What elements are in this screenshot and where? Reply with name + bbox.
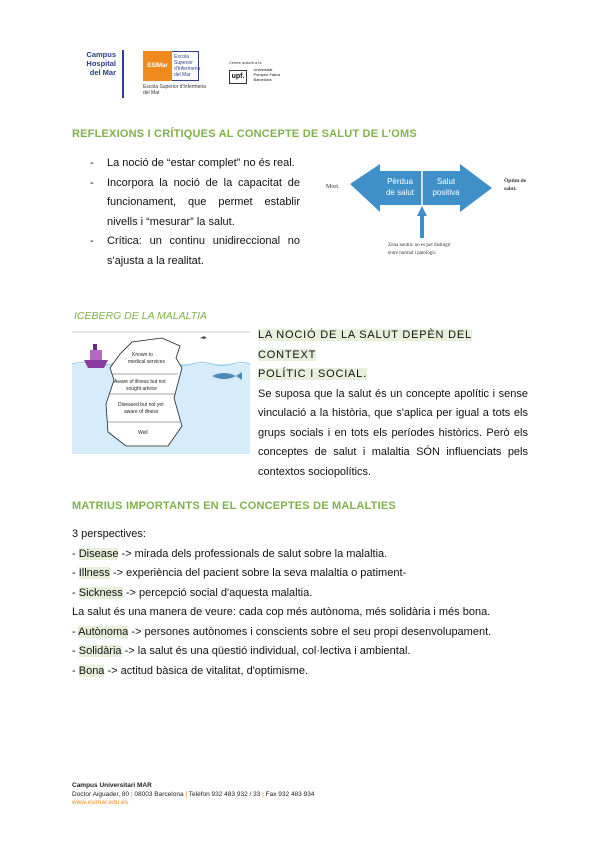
section3-title: MATRIUS IMPORTANTS EN EL CONCEPTES DE MALALTIES xyxy=(72,500,396,512)
arrow-left-label: Pèrdua xyxy=(387,177,413,186)
list-item: - Sickness -> percepció social d'aquesta malaltia. xyxy=(72,586,313,599)
context-heading-line: POLÍTIC I SOCIAL. xyxy=(258,368,367,380)
list-item: - Solidària -> la salut és una qüestió individual, col·lectiva i ambiental. xyxy=(72,645,411,657)
health-continuum-diagram xyxy=(322,160,532,264)
campus-logo-line: Campus xyxy=(86,50,116,59)
esimar-logo xyxy=(143,51,201,81)
illness-iceberg-image xyxy=(72,328,252,454)
term-definition: -> actitud bàsica de vitalitat, d'optimisme. xyxy=(104,664,308,677)
term-highlight: Autònoma xyxy=(78,625,129,638)
diagram-right-label: Òptim de xyxy=(504,178,527,184)
iceberg-label: sought advice xyxy=(126,386,157,392)
context-heading xyxy=(258,326,528,385)
term-highlight: Illness xyxy=(78,567,110,579)
upf-text-line: Barcelona xyxy=(253,77,272,82)
term-highlight: Solidària xyxy=(78,645,122,657)
footer-campus-name: Campus Universitari MAR xyxy=(72,782,152,789)
list-item: - La noció de “estar complet” no és real. xyxy=(90,157,295,169)
arrow-left-label: de salut xyxy=(385,188,415,197)
footer-street: Doctor Aiguader, 80 xyxy=(72,790,131,798)
iceberg-label: Diseased but not yet xyxy=(118,402,164,408)
iceberg-label: medical services xyxy=(128,359,165,365)
section2-text-block xyxy=(258,326,528,482)
upf-logo xyxy=(229,60,284,84)
upf-text-line: Pompeu Fabra xyxy=(253,72,280,77)
upf-top-text: Centre adscrit a la xyxy=(229,60,262,65)
term-definition: -> experiència del pacient sobre la seva malaltia o patiment- xyxy=(109,567,407,579)
footer-city: 08003 Barcelona xyxy=(132,790,186,798)
arrow-right-label: positiva xyxy=(432,188,460,197)
iceberg-label: Aware of illness but not xyxy=(114,379,166,385)
esimar-side-line: d'Infermeria xyxy=(174,66,201,72)
iceberg-label: Well xyxy=(138,430,148,436)
perspectives-intro: 3 perspectives: xyxy=(72,528,146,540)
term-highlight: Bona xyxy=(78,664,105,677)
diagram-left-label: Mort. xyxy=(326,184,340,190)
upf-text-line: Universitat xyxy=(253,67,273,72)
upf-mark: upf. xyxy=(229,70,247,84)
list-item: - Bona -> actitud bàsica de vitalitat, d'optimisme. xyxy=(72,664,308,677)
list-item: - Crítica: un continu unidireccional no s'ajusta a la realitat. xyxy=(90,235,300,267)
iceberg-label: Known to xyxy=(132,352,153,358)
list-item: - Incorpora la noció de la capacitat de funcionament, que permet establir nivells i “mesurar” la salut. xyxy=(90,176,300,228)
ship-icon xyxy=(84,344,108,368)
term-definition: -> persones autònomes i conscients sobre el seu propi desenvolupament. xyxy=(128,625,492,638)
section1-title: REFLEXIONS I CRÍTIQUES AL CONCEPTE DE SALUT DE L'OMS xyxy=(72,128,417,140)
term-definition: -> percepció social d'aquesta malaltia. xyxy=(122,586,313,599)
footer-separator: | xyxy=(185,790,188,798)
esimar-logo-side xyxy=(172,51,199,81)
term-definition: -> la salut és una qüestió individual, col·lectiva i ambiental. xyxy=(121,645,411,657)
list-item: - Autònoma -> persones autònomes i conscients sobre el seu propi desenvolupament. xyxy=(72,625,492,638)
context-paragraph: Se suposa que la salut és un concepte apolític i sense vinculació a la història, que s'aplica per igual a tots els grups socials i en tots els períodes històrics. Però els conceptes de salut i malaltia SÓN influenciats pels contextos sociopolítics. xyxy=(258,387,528,478)
bullet-text: Crítica: un continu unidireccional no s'ajusta a la realitat. xyxy=(107,235,300,267)
footer-website-link[interactable]: www.esimar.edu.es xyxy=(72,799,128,806)
section3-content xyxy=(72,525,532,681)
neutral-zone-arrow xyxy=(417,206,427,238)
page-footer xyxy=(72,782,532,808)
context-heading-line: LA NOCIÓ DE LA SALUT DEPÈN DEL CONTEXT xyxy=(258,329,472,361)
term-definition: -> mirada dels professionals de salut sobre la malaltia. xyxy=(118,547,388,560)
bullet-text: Incorpora la noció de la capacitat de funcionament, que permet establir nivells i “mesurar” la salut. xyxy=(107,176,300,228)
diagram-bottom-label: entre normal i patològic xyxy=(388,251,436,256)
esimar-side-line: Superior xyxy=(174,60,193,66)
term-highlight: Sickness xyxy=(78,586,123,599)
esimar-side-line: del Mar xyxy=(174,72,191,78)
upf-text xyxy=(253,67,279,82)
campus-logo-line: del Mar xyxy=(89,68,116,77)
diagram-bottom-label: Zona neutra: no es pot distingir xyxy=(388,243,451,248)
list-item: - Disease -> mirada dels professionals de salut sobre la malaltia. xyxy=(72,547,388,560)
term-highlight: Disease xyxy=(78,547,119,560)
esimar-side-line: Escola xyxy=(174,54,190,60)
campus-logo-line: Hospital xyxy=(86,59,116,68)
bird-icon xyxy=(200,336,207,339)
bullet-text: La noció de “estar complet” no és real. xyxy=(107,157,295,169)
diagram-right-label: salut. xyxy=(504,186,517,192)
footer-fax: Fax 932 483 934 xyxy=(263,790,315,798)
campus-hospital-logo xyxy=(72,50,124,98)
health-statement: La salut és una manera de veure: cada cop més autònoma, més solidària i més bona. xyxy=(72,606,491,618)
section2-title: ICEBERG DE LA MALALTIA xyxy=(74,310,208,322)
esimar-logo-mark: ESIMar xyxy=(143,51,172,81)
footer-address xyxy=(72,791,532,800)
arrow-right-label: Salut xyxy=(436,177,456,186)
footer-phone: Telèfon 932 483 932 / 33 xyxy=(187,790,263,798)
iceberg-label: aware of illness xyxy=(124,409,159,415)
list-item: - Illness -> experiència del pacient sobre la seva malaltia o patiment- xyxy=(72,567,407,579)
footer-separator: | xyxy=(262,790,264,798)
footer-separator: | xyxy=(130,790,133,798)
section1-bullet-list xyxy=(90,154,300,271)
esimar-subtitle: Escola Superior d'Infermeria del Mar xyxy=(143,84,206,96)
